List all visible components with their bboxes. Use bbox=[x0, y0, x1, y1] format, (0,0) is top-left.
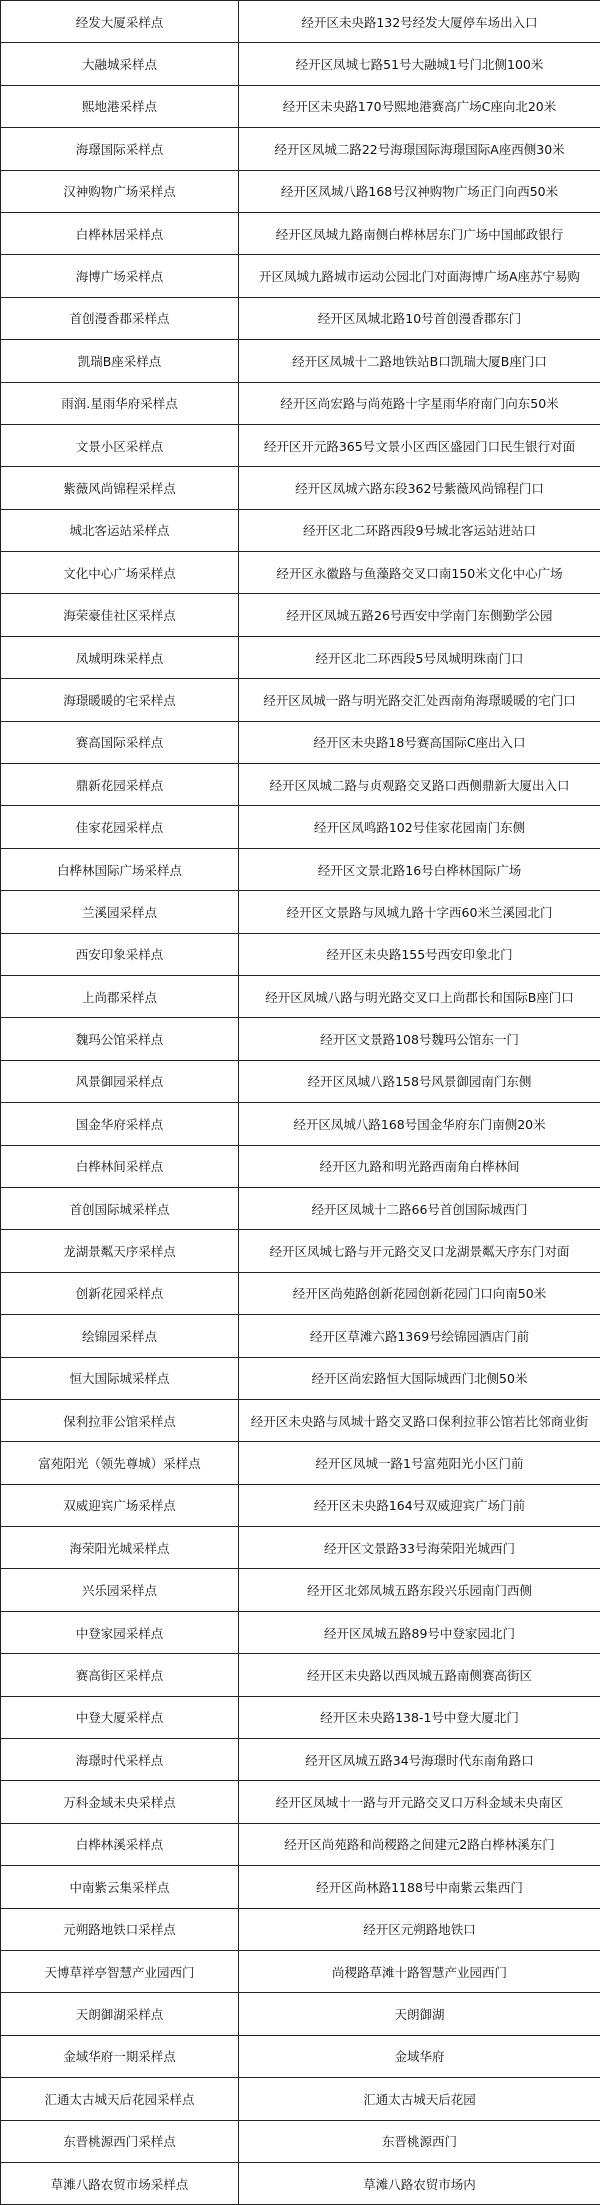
table-body bbox=[1, 1, 600, 2205]
sampling-point-name: 城北客运站采样点 bbox=[1, 509, 239, 551]
sampling-point-name: 中登家园采样点 bbox=[1, 1611, 239, 1653]
sampling-point-name: 佳家花园采样点 bbox=[1, 806, 239, 848]
sampling-point-name: 元朔路地铁口采样点 bbox=[1, 1908, 239, 1950]
sampling-point-name: 恒大国际城采样点 bbox=[1, 1357, 239, 1399]
sampling-point-address: 经开区未央路164号双威迎宾广场门前 bbox=[239, 1484, 600, 1526]
table-row bbox=[1, 1230, 600, 1272]
sampling-point-address: 东晋桃源西门 bbox=[239, 2120, 600, 2162]
sampling-point-name: 汇通太古城天后花园采样点 bbox=[1, 2078, 239, 2120]
table-row bbox=[1, 2078, 600, 2120]
sampling-point-address: 经开区永徽路与鱼藻路交叉口南150米文化中心广场 bbox=[239, 552, 600, 594]
sampling-point-name: 中南紫云集采样点 bbox=[1, 1866, 239, 1908]
sampling-point-name: 经发大厦采样点 bbox=[1, 1, 239, 43]
sampling-point-name: 凯瑞B座采样点 bbox=[1, 340, 239, 382]
sampling-point-address: 经开区凤城八路与明光路交叉口上尚郡长和国际B座门口 bbox=[239, 975, 600, 1017]
sampling-point-name: 熙地港采样点 bbox=[1, 85, 239, 127]
table-row bbox=[1, 2162, 600, 2204]
sampling-point-name: 海博广场采样点 bbox=[1, 255, 239, 297]
sampling-point-name: 创新花园采样点 bbox=[1, 1272, 239, 1314]
sampling-point-name: 大融城采样点 bbox=[1, 43, 239, 85]
sampling-point-name: 兰溪园采样点 bbox=[1, 891, 239, 933]
sampling-point-name: 西安印象采样点 bbox=[1, 933, 239, 975]
table-row bbox=[1, 1908, 600, 1950]
sampling-point-name: 草滩八路农贸市场采样点 bbox=[1, 2162, 239, 2204]
sampling-point-address: 经开区尚宏路恒大国际城西门北侧50米 bbox=[239, 1357, 600, 1399]
sampling-point-address: 经开区凤城一路与明光路交汇处西南角海璟暖暖的宅门口 bbox=[239, 679, 600, 721]
table-row bbox=[1, 424, 600, 466]
table-row bbox=[1, 679, 600, 721]
sampling-point-name: 魏玛公馆采样点 bbox=[1, 1018, 239, 1060]
table-row bbox=[1, 806, 600, 848]
sampling-point-name: 海璟国际采样点 bbox=[1, 128, 239, 170]
sampling-point-address: 经开区凤城二路与贞观路交叉路口西侧鼎新大厦出入口 bbox=[239, 764, 600, 806]
table-row bbox=[1, 1611, 600, 1653]
table-row bbox=[1, 128, 600, 170]
sampling-point-name: 白桦林间采样点 bbox=[1, 1145, 239, 1187]
sampling-point-address: 经开区凤城九路南侧白桦林居东门广场中国邮政银行 bbox=[239, 212, 600, 254]
sampling-point-name: 首创国际城采样点 bbox=[1, 1187, 239, 1229]
table-row bbox=[1, 1993, 600, 2035]
table-row bbox=[1, 1399, 600, 1441]
sampling-point-name: 天朗御湖采样点 bbox=[1, 1993, 239, 2035]
table-row bbox=[1, 1696, 600, 1738]
sampling-point-name: 双威迎宾广场采样点 bbox=[1, 1484, 239, 1526]
sampling-point-name: 金域华府一期采样点 bbox=[1, 2035, 239, 2077]
sampling-point-name: 万科金域未央采样点 bbox=[1, 1781, 239, 1823]
table-row bbox=[1, 170, 600, 212]
table-row bbox=[1, 1272, 600, 1314]
table-row bbox=[1, 212, 600, 254]
table-row bbox=[1, 721, 600, 763]
table-row bbox=[1, 764, 600, 806]
table-row bbox=[1, 1781, 600, 1823]
sampling-point-name: 鼎新花园采样点 bbox=[1, 764, 239, 806]
sampling-point-address: 经开区文景路108号魏玛公馆东一门 bbox=[239, 1018, 600, 1060]
sampling-point-address: 经开区凤城十二路地铁站B口凯瑞大厦B座门口 bbox=[239, 340, 600, 382]
table-row bbox=[1, 297, 600, 339]
table-row bbox=[1, 1187, 600, 1229]
sampling-point-address: 经开区凤城十二路66号首创国际城西门 bbox=[239, 1187, 600, 1229]
sampling-point-name: 汉神购物广场采样点 bbox=[1, 170, 239, 212]
sampling-point-name: 上尚郡采样点 bbox=[1, 975, 239, 1017]
sampling-point-address: 经开区北郊凤城五路东段兴乐园南门西侧 bbox=[239, 1569, 600, 1611]
sampling-point-address: 草滩八路农贸市场内 bbox=[239, 2162, 600, 2204]
table-row bbox=[1, 467, 600, 509]
sampling-point-name: 首创漫香郡采样点 bbox=[1, 297, 239, 339]
sampling-point-name: 海璟暖暖的宅采样点 bbox=[1, 679, 239, 721]
table-row bbox=[1, 1654, 600, 1696]
table-row bbox=[1, 43, 600, 85]
sampling-point-address: 经开区尚苑路创新花园创新花园门口向南50米 bbox=[239, 1272, 600, 1314]
sampling-point-name: 中登大厦采样点 bbox=[1, 1696, 239, 1738]
sampling-point-address: 经开区未央路138-1号中登大厦北门 bbox=[239, 1696, 600, 1738]
sampling-point-name: 白桦林居采样点 bbox=[1, 212, 239, 254]
table-row bbox=[1, 1060, 600, 1102]
table-row bbox=[1, 1569, 600, 1611]
sampling-point-address: 经开区元朔路地铁口 bbox=[239, 1908, 600, 1950]
table-row bbox=[1, 1739, 600, 1781]
sampling-point-address: 金域华府 bbox=[239, 2035, 600, 2077]
sampling-point-address: 天朗御湖 bbox=[239, 1993, 600, 2035]
table-row bbox=[1, 1145, 600, 1187]
sampling-point-name: 兴乐园采样点 bbox=[1, 1569, 239, 1611]
sampling-point-address: 经开区凤城八路158号风景御园南门东侧 bbox=[239, 1060, 600, 1102]
table-row bbox=[1, 848, 600, 890]
sampling-point-address: 经开区文景北路16号白桦林国际广场 bbox=[239, 848, 600, 890]
table-row bbox=[1, 1442, 600, 1484]
sampling-point-address: 经开区文景路与凤城九路十字西60米兰溪园北门 bbox=[239, 891, 600, 933]
table-row bbox=[1, 1866, 600, 1908]
table-row bbox=[1, 1357, 600, 1399]
sampling-point-address: 开区凤城九路城市运动公园北门对面海博广场A座苏宁易购 bbox=[239, 255, 600, 297]
sampling-point-name: 赛高街区采样点 bbox=[1, 1654, 239, 1696]
table-row bbox=[1, 933, 600, 975]
sampling-point-name: 文景小区采样点 bbox=[1, 424, 239, 466]
table-row bbox=[1, 340, 600, 382]
sampling-point-address: 经开区凤城七路与开元路交叉口龙湖景粼天序东门对面 bbox=[239, 1230, 600, 1272]
sampling-point-address: 经开区草滩六路1369号绘锦园酒店门前 bbox=[239, 1315, 600, 1357]
sampling-point-address: 经开区文景路33号海荣阳光城西门 bbox=[239, 1527, 600, 1569]
sampling-point-address: 经开区凤城六路东段362号紫薇风尚锦程门口 bbox=[239, 467, 600, 509]
sampling-point-address: 经开区未央路155号西安印象北门 bbox=[239, 933, 600, 975]
table-row bbox=[1, 85, 600, 127]
sampling-point-address: 经开区尚林路1188号中南紫云集西门 bbox=[239, 1866, 600, 1908]
sampling-point-address: 汇通太古城天后花园 bbox=[239, 2078, 600, 2120]
sampling-point-name: 紫薇风尚锦程采样点 bbox=[1, 467, 239, 509]
table-row bbox=[1, 1823, 600, 1865]
sampling-point-address: 经开区凤城五路89号中登家园北门 bbox=[239, 1611, 600, 1653]
table-row bbox=[1, 1527, 600, 1569]
sampling-point-address: 经开区凤鸣路102号佳家花园南门东侧 bbox=[239, 806, 600, 848]
sampling-point-name: 雨润.星雨华府采样点 bbox=[1, 382, 239, 424]
table-row bbox=[1, 1484, 600, 1526]
sampling-point-name: 龙湖景粼天序采样点 bbox=[1, 1230, 239, 1272]
sampling-point-address: 经开区凤城五路26号西安中学南门东侧勤学公园 bbox=[239, 594, 600, 636]
sampling-point-name: 绘锦园采样点 bbox=[1, 1315, 239, 1357]
sampling-point-address: 经开区九路和明光路西南角白桦林间 bbox=[239, 1145, 600, 1187]
sampling-point-address: 经开区凤城七路51号大融城1号门北侧100米 bbox=[239, 43, 600, 85]
sampling-point-name: 富苑阳光（领先尊城）采样点 bbox=[1, 1442, 239, 1484]
table-row bbox=[1, 509, 600, 551]
sampling-point-address: 经开区北二环西段5号凤城明珠南门口 bbox=[239, 636, 600, 678]
sampling-point-address: 经开区未央路以西凤城五路南侧赛高街区 bbox=[239, 1654, 600, 1696]
sampling-point-address: 经开区凤城八路168号国金华府东门南侧20米 bbox=[239, 1103, 600, 1145]
table-row bbox=[1, 255, 600, 297]
sampling-point-name: 海璟时代采样点 bbox=[1, 1739, 239, 1781]
sampling-point-address: 经开区未央路18号赛高国际C座出入口 bbox=[239, 721, 600, 763]
sampling-point-address: 经开区未央路170号熙地港赛高广场C座向北20米 bbox=[239, 85, 600, 127]
table-row bbox=[1, 636, 600, 678]
table-row bbox=[1, 2035, 600, 2077]
table-row bbox=[1, 552, 600, 594]
sampling-point-name: 海荣豪佳社区采样点 bbox=[1, 594, 239, 636]
table-row bbox=[1, 1, 600, 43]
sampling-point-address: 经开区未央路与凤城十路交叉路口保利拉菲公馆若比邻商业街 bbox=[239, 1399, 600, 1441]
sampling-point-name: 文化中心广场采样点 bbox=[1, 552, 239, 594]
table-row bbox=[1, 594, 600, 636]
sampling-point-address: 经开区北二环路西段9号城北客运站进站口 bbox=[239, 509, 600, 551]
table-row bbox=[1, 1103, 600, 1145]
sampling-point-name: 白桦林溪采样点 bbox=[1, 1823, 239, 1865]
table-row bbox=[1, 1950, 600, 1992]
sampling-point-address: 经开区凤城八路168号汉神购物广场正门向西50米 bbox=[239, 170, 600, 212]
sampling-point-address: 经开区凤城二路22号海璟国际海璟国际A座西侧30米 bbox=[239, 128, 600, 170]
table-row bbox=[1, 891, 600, 933]
sampling-point-name: 海荣阳光城采样点 bbox=[1, 1527, 239, 1569]
sampling-point-name: 凤城明珠采样点 bbox=[1, 636, 239, 678]
sampling-point-name: 天博草祥亭智慧产业园西门 bbox=[1, 1950, 239, 1992]
table-row bbox=[1, 1018, 600, 1060]
sampling-point-name: 赛高国际采样点 bbox=[1, 721, 239, 763]
sampling-point-address: 经开区凤城五路34号海璟时代东南角路口 bbox=[239, 1739, 600, 1781]
sampling-point-address: 经开区尚宏路与尚苑路十字星雨华府南门向东50米 bbox=[239, 382, 600, 424]
table-row bbox=[1, 382, 600, 424]
sampling-point-address: 经开区凤城一路1号富苑阳光小区门前 bbox=[239, 1442, 600, 1484]
sampling-point-name: 东晋桃源西门采样点 bbox=[1, 2120, 239, 2162]
sampling-point-name: 保利拉菲公馆采样点 bbox=[1, 1399, 239, 1441]
sampling-point-name: 风景御园采样点 bbox=[1, 1060, 239, 1102]
table-row bbox=[1, 2120, 600, 2162]
sampling-point-name: 国金华府采样点 bbox=[1, 1103, 239, 1145]
sampling-point-address: 经开区开元路365号文景小区西区盛园门口民生银行对面 bbox=[239, 424, 600, 466]
sampling-point-name: 白桦林国际广场采样点 bbox=[1, 848, 239, 890]
sampling-point-address: 经开区凤城北路10号首创漫香郡东门 bbox=[239, 297, 600, 339]
sampling-point-address: 经开区尚苑路和尚稷路之间建元2路白桦林溪东门 bbox=[239, 1823, 600, 1865]
table-row bbox=[1, 975, 600, 1017]
sampling-point-address: 经开区未央路132号经发大厦停车场出入口 bbox=[239, 1, 600, 43]
table-row bbox=[1, 1315, 600, 1357]
sampling-point-address: 尚稷路草滩十路智慧产业园西门 bbox=[239, 1950, 600, 1992]
sampling-point-address: 经开区凤城十一路与开元路交叉口万科金域未央南区 bbox=[239, 1781, 600, 1823]
